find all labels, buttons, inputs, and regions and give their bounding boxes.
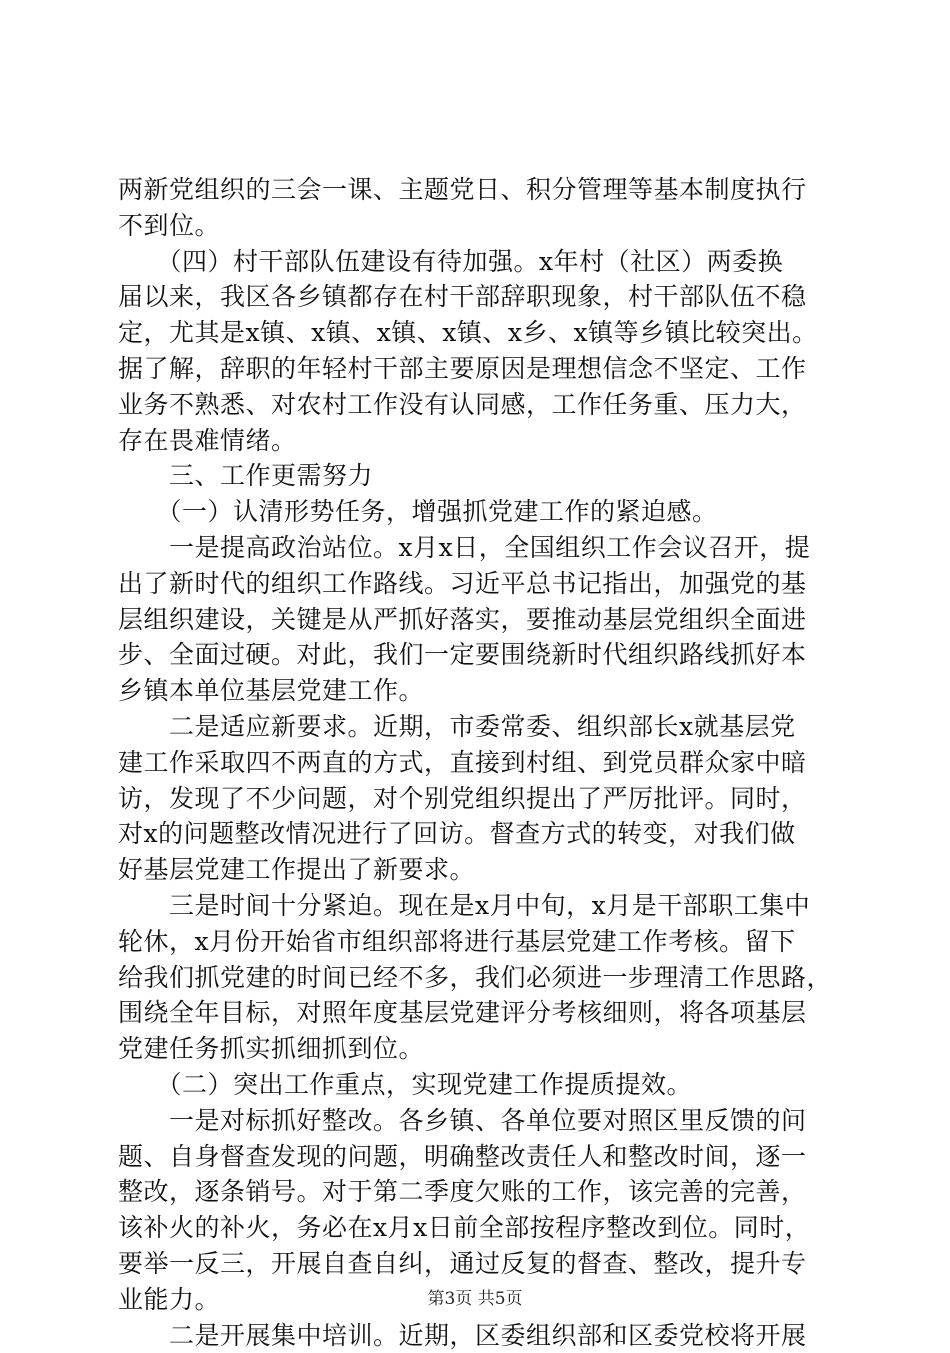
text-line: 业务不熟悉、对农村工作没有认同感，工作任务重、压力大， xyxy=(118,387,840,423)
text-line: 业能力。 xyxy=(118,1282,840,1318)
text-line: 党建任务抓实抓细抓到位。 xyxy=(118,1031,840,1067)
text-line: 二是开展集中培训。近期，区委组织部和区委党校将开展 xyxy=(118,1318,840,1353)
text-line: 访，发现了不少问题，对个别党组织提出了严厉批评。同时， xyxy=(118,781,840,817)
text-line: 二是适应新要求。近期，市委常委、组织部长x就基层党 xyxy=(118,709,840,745)
text-line: 轮休，x月份开始省市组织部将进行基层党建工作考核。留下 xyxy=(118,924,840,960)
text-line: 给我们抓党建的时间已经不多，我们必须进一步理清工作思路， xyxy=(118,960,840,996)
text-line: 该补火的补火，务必在x月x日前全部按程序整改到位。同时， xyxy=(118,1210,840,1246)
text-line: 乡镇本单位基层党建工作。 xyxy=(118,673,840,709)
text-line: 要举一反三，开展自查自纠，通过反复的督查、整改，提升专 xyxy=(118,1246,840,1282)
text-line: 题、自身督查发现的问题，明确整改责任人和整改时间，逐一 xyxy=(118,1139,840,1175)
text-line: 出了新时代的组织工作路线。习近平总书记指出，加强党的基 xyxy=(118,566,840,602)
text-line: 好基层党建工作提出了新要求。 xyxy=(118,852,840,888)
text-line: 存在畏难情绪。 xyxy=(118,423,840,459)
section-heading: 三、工作更需努力 xyxy=(118,458,840,494)
text-line: 整改，逐条销号。对于第二季度欠账的工作，该完善的完善， xyxy=(118,1174,840,1210)
text-line: 一是对标抓好整改。各乡镇、各单位要对照区里反馈的问 xyxy=(118,1103,840,1139)
text-line: 三是时间十分紧迫。现在是x月中旬，x月是干部职工集中 xyxy=(118,888,840,924)
text-line: 届以来，我区各乡镇都存在村干部辞职现象，村干部队伍不稳 xyxy=(118,279,840,315)
subsection-heading: （二）突出工作重点，实现党建工作提质提效。 xyxy=(118,1067,840,1103)
text-line: 层组织建设，关键是从严抓好落实，要推动基层党组织全面进 xyxy=(118,602,840,638)
subsection-heading: （一）认清形势任务，增强抓党建工作的紧迫感。 xyxy=(118,494,840,530)
text-line: 步、全面过硬。对此，我们一定要围绕新时代组织路线抓好本 xyxy=(118,637,840,673)
text-line: 一是提高政治站位。x月x日，全国组织工作会议召开，提 xyxy=(118,530,840,566)
text-line: 据了解，辞职的年轻村干部主要原因是理想信念不坚定、工作 xyxy=(118,351,840,387)
text-line: 定，尤其是x镇、x镇、x镇、x镇、x乡、x镇等乡镇比较突出。 xyxy=(118,315,840,351)
text-line: 不到位。 xyxy=(118,208,840,244)
text-line: 对x的问题整改情况进行了回访。督查方式的转变，对我们做 xyxy=(118,816,840,852)
document-body xyxy=(118,172,840,1353)
text-line: （四）村干部队伍建设有待加强。x年村（社区）两委换 xyxy=(118,244,840,280)
text-line: 建工作采取四不两直的方式，直接到村组、到党员群众家中暗 xyxy=(118,745,840,781)
text-line: 围绕全年目标，对照年度基层党建评分考核细则，将各项基层 xyxy=(118,995,840,1031)
text-line: 两新党组织的三会一课、主题党日、积分管理等基本制度执行 xyxy=(118,172,840,208)
page-footer: 第3页 共5页 xyxy=(0,1284,950,1309)
